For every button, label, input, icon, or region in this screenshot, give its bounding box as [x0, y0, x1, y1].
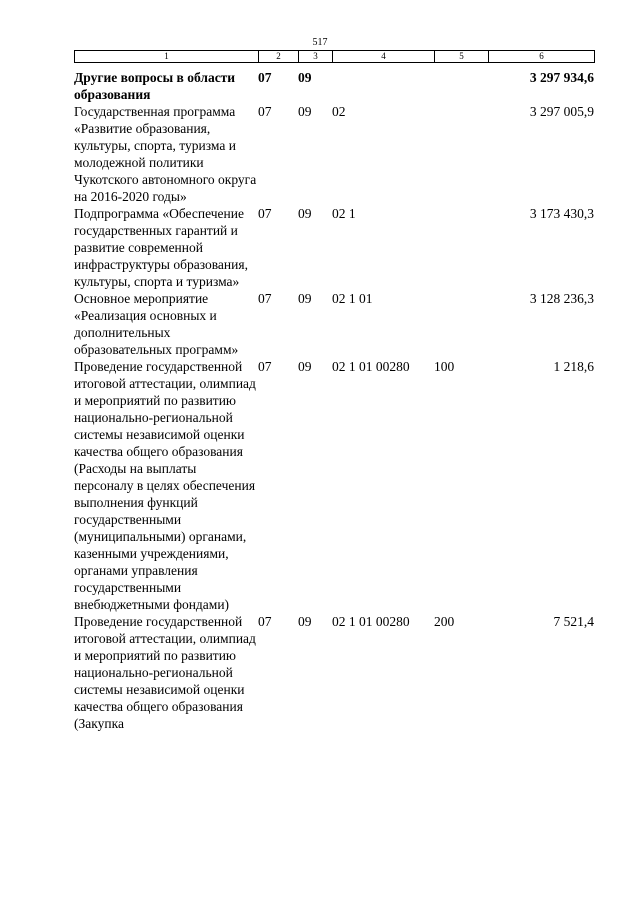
- row-target-article: 02 1 01: [332, 291, 373, 306]
- header-col-5: 5: [435, 51, 489, 63]
- table-row: [74, 290, 594, 358]
- row-section-code: 07: [258, 291, 272, 306]
- row-expense-type: [434, 205, 488, 290]
- row-section-code: 07: [258, 206, 272, 221]
- page-number: 517: [312, 37, 328, 48]
- row-subsection-code: 09: [298, 359, 312, 374]
- row-amount: 7 521,4: [553, 614, 594, 629]
- header-col-4: 4: [333, 51, 435, 63]
- row-section-code: 07: [258, 359, 272, 374]
- row-section-code: 07: [258, 614, 272, 629]
- table-row: [74, 358, 594, 613]
- row-name: Подпрограмма «Обеспечение государственных гарантий и развитие современной инфраструктуры образования, культуры, спорта и туризма»: [74, 206, 248, 289]
- row-subsection-code: 09: [298, 206, 312, 221]
- row-name: Основное мероприятие «Реализация основных и дополнительных образовательных программ»: [74, 291, 239, 357]
- row-target-article: 02 1: [332, 206, 356, 221]
- row-amount: 1 218,6: [553, 359, 594, 374]
- header-col-6: 6: [489, 51, 595, 63]
- row-name: Проведение государственной итоговой аттестации, олимпиад и мероприятий по развитию национально-региональной системы независимой оценки качества общего образования (Расходы на выплаты персоналу в целях обеспечения выполнения функций государственными (муниципальными) органами, казенными учреждениями, органами управления государственными внебюджетными фондами): [74, 359, 256, 612]
- table-row: [74, 103, 594, 205]
- row-section-code: 07: [258, 70, 272, 85]
- table-row: [74, 613, 594, 732]
- table-row: [74, 69, 594, 103]
- row-subsection-code: 09: [298, 104, 312, 119]
- row-expense-type: 100: [434, 359, 455, 374]
- budget-table: [74, 69, 594, 732]
- row-target-article: [332, 69, 434, 103]
- row-subsection-code: 09: [298, 614, 312, 629]
- row-expense-type: 200: [434, 614, 455, 629]
- header-col-2: 2: [259, 51, 299, 63]
- row-name: Другие вопросы в области образования: [74, 70, 236, 102]
- header-col-1: 1: [75, 51, 259, 63]
- row-target-article: 02 1 01 00280: [332, 614, 410, 629]
- row-amount: 3 297 005,9: [529, 104, 594, 119]
- row-amount: 3 297 934,6: [529, 70, 594, 85]
- row-name: Проведение государственной итоговой аттестации, олимпиад и мероприятий по развитию национально-региональной системы независимой оценки качества общего образования (Закупка: [74, 614, 256, 731]
- row-expense-type: [434, 69, 488, 103]
- table-row: [74, 205, 594, 290]
- row-subsection-code: 09: [298, 70, 312, 85]
- column-number-header: [74, 50, 595, 63]
- row-amount: 3 128 236,3: [529, 291, 594, 306]
- budget-table-body: [74, 69, 594, 732]
- row-subsection-code: 09: [298, 291, 312, 306]
- row-target-article: 02: [332, 104, 346, 119]
- row-expense-type: [434, 103, 488, 205]
- row-expense-type: [434, 290, 488, 358]
- row-section-code: 07: [258, 104, 272, 119]
- row-name: Государственная программа «Развитие образования, культуры, спорта, туризма и молодежной политики Чукотского автономного округа на 2016-2020 годы»: [74, 104, 257, 204]
- row-target-article: 02 1 01 00280: [332, 359, 410, 374]
- header-col-3: 3: [299, 51, 333, 63]
- row-amount: 3 173 430,3: [529, 206, 594, 221]
- header-row: [75, 51, 595, 63]
